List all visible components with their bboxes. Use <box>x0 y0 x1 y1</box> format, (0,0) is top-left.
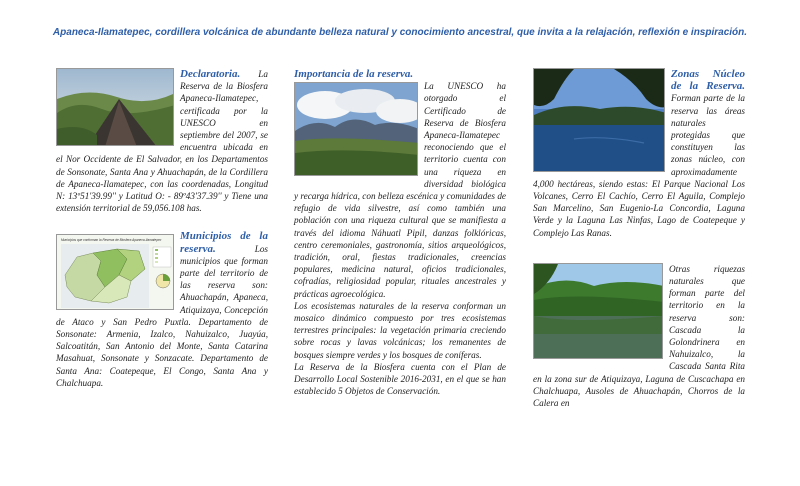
importancia-paragraph <box>294 68 506 80</box>
municipios-section <box>56 230 268 389</box>
lake-photo <box>533 68 665 172</box>
ecosistemas-text: Los ecosistemas naturales de la reserva conforman un mosaico dinámico compuesto por tres ecosistemas terrestres principales: la vegetación primaria creciendo sobre rocas y lavas volcánicas; los remanentes de bosques siempre verdes y los bosques de coníferas. <box>294 300 506 360</box>
column-importancia <box>294 68 506 397</box>
plan-desarrollo-text: La Reserva de la Biosfera cuenta con el Plan de Desarrollo Local Sostenible 2016-2031, en el que se han establecido 5 Objetos de Conservación. <box>294 361 506 397</box>
zonas-nucleo-text: Forman parte de la reserva las áreas naturales protegidas que constituyen las zonas núcleo, con aproximadamente 4,000 hectáreas, siendo estas: El Parque Nacional Los Volcanes, Cerro El Cachío, Cerro El Aguila, Complejo San Marcelino, San Eugenio-La Concordia, Laguna Verde y la Laguna Las Ninfas, Lago de Coatepeque y Complejo Las Ranas. <box>533 93 745 238</box>
otras-riquezas-text: Otras riquezas naturales que forman parte del territorio en la reserva son: Cascada la Golondrinera en Nahuizalco, la Cascada Santa Rita en la zona sur de Atiquizaya, Laguna de Cuscachapa en Chalchuapa, Ausoles de Ahuachapán, Chorros de la Calera en <box>533 263 745 409</box>
column-declaratoria <box>56 68 268 399</box>
importancia-title: Importancia de la reserva. <box>294 68 414 80</box>
mountains-clouds-photo <box>294 82 418 176</box>
declaratoria-title: Declaratoria. <box>180 68 241 80</box>
importancia-text: La UNESCO ha otorgado el Certificado de Reserva de Biosfera Apaneca-Ilamatepec reconociendo que el territorio cuenta con una riqueza en diversidad biológica y recarga hídrica, con belleza escénica y comunidades de refugio de vida silvestre, así como también una población con una riqueza cultural que se manifiesta a través del idioma Náhuatl Pipil, danzas folklóricas, centro ceremoniales, gastronomía, sitios arqueológicos, tradición, oral, fiestas tradicionales, creencias populares, medicina natural, oficios tradicionales, cofradías, religiosidad popular, rituales ancestrales y prácticas agroecológica. <box>294 81 506 299</box>
column-zonas-nucleo <box>533 68 745 409</box>
reserve-map <box>56 234 174 310</box>
municipios-title: Municipios de la reserva. <box>180 230 268 255</box>
page-header: Apaneca-Ilamatepec, cordillera volcánica de abundante belleza natural y conocimiento ancestral, que invita a la relajación, reflexión e inspiración. <box>52 27 748 38</box>
declaratoria-section <box>56 68 268 214</box>
municipios-text: Los municipios que forman parte del territorio de las reserva son: Ahuachapán, Apaneca, Atiquizaya, Concepción de Ataco y San Pedro Puxtla. Departamento de Sonsonate: Armenia, Izalco, Nahuizalco, Juayúa, Salcoatitán, San Antonio del Monte, Santa Catarina Masahuat, Sonsonate y Sonzacate. Departamento de Santa Ana: Coatepeque, El Congo, Santa Ana y Chalchuapa. <box>56 243 268 388</box>
map-title: Municipios que conforman la Reserva de Biosfera Apaneca-Ilamatepec <box>61 238 162 243</box>
volcano-photo <box>56 68 174 146</box>
lagoon-photo <box>533 263 663 359</box>
declaratoria-text: La Reserva de la Biosfera Apaneca-Ilamatepec, certificada por la UNESCO en septiembre del 2007, se encuentra ubicada en el Nor Occidente de El Salvador, en los Departamentos de Sonsonate, Santa Ana y Ahuachapán, de la Cordillera de Apaneca-Ilamatepec, con las coordenadas, Longitud N: 13º51'39.99'' y Latitud O: - 89º43'37.39'' y Tiene una extensión territorial de 59,056.108 has. <box>56 69 268 214</box>
zonas-nucleo-title: Zonas Núcleo de la Reserva. <box>671 68 745 93</box>
